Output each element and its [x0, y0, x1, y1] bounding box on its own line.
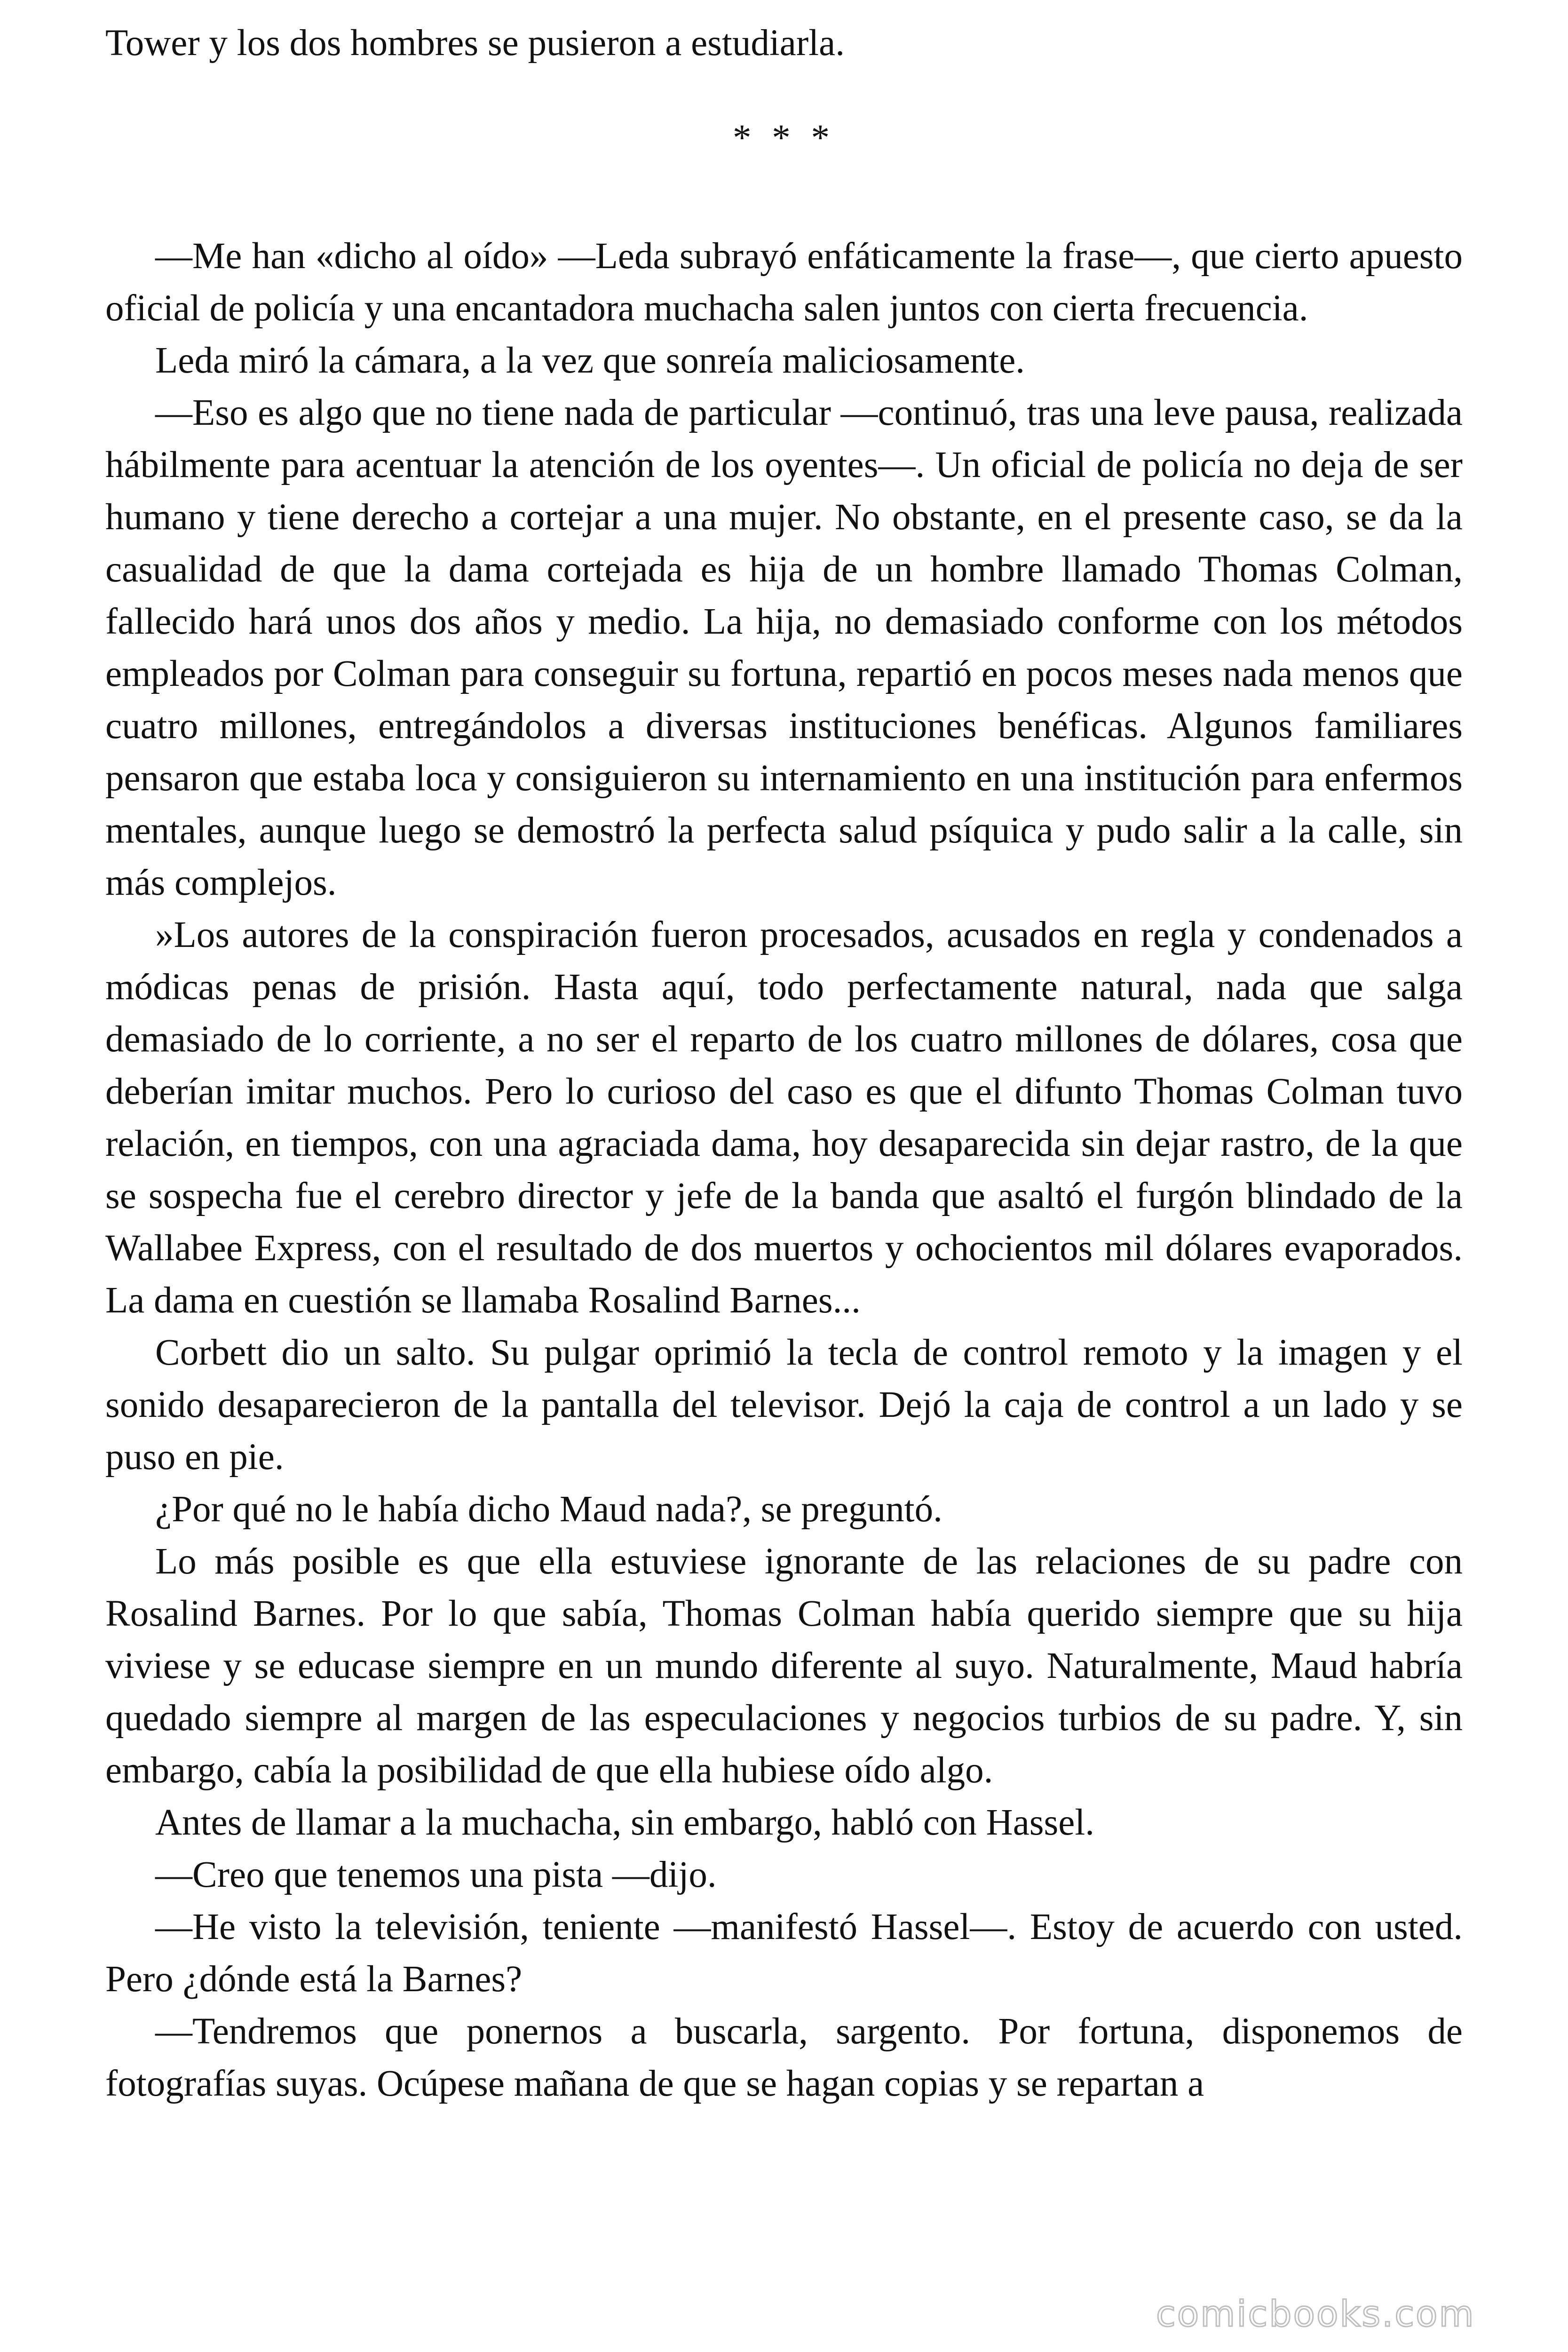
paragraph: ¿Por qué no le había dicho Maud nada?, se preguntó. — [155, 1489, 942, 1530]
paragraph: —He visto la televisión, teniente —manifestó Hassel—. Estoy de acuerdo con usted. Pero ¿dónde está la Barnes? — [105, 1907, 1463, 2000]
paragraph: —Me han «dicho al oído» —Leda subrayó enfáticamente la frase—, que cierto apuesto oficial de policía y una encantadora muchacha salen juntos con cierta frecuencia. — [105, 236, 1463, 329]
continuation-line: Tower y los dos hombres se pusieron a estudiarla. — [105, 23, 845, 64]
paragraph-list — [105, 230, 1463, 2110]
paragraph: Corbett dio un salto. Su pulgar oprimió la tecla de control remoto y la imagen y el sonido desaparecieron de la pantalla del televisor. Dejó la caja de control a un lado y se puso en pie. — [105, 1332, 1463, 1478]
paragraph: Lo más posible es que ella estuviese ignorante de las relaciones de su padre con Rosalind Barnes. Por lo que sabía, Thomas Colman había querido siempre que su hija viviese y se educase siempre en un mundo diferente al suyo. Naturalmente, Maud habría quedado siempre al margen de las especulaciones y negocios turbios de su padre. Y, sin embargo, cabía la posibilidad de que ella hubiese oído algo. — [105, 1541, 1463, 1791]
section-separator: * * * — [733, 118, 835, 159]
paragraph: »Los autores de la conspiración fueron procesados, acusados en regla y condenados a módicas penas de prisión. Hasta aquí, todo perfectamente natural, nada que salga demasiado de lo corriente, a no ser el reparto de los cuatro millones de dólares, cosa que deberían imitar muchos. Pero lo curioso del caso es que el difunto Thomas Colman tuvo relación, en tiempos, con una agraciada dama, hoy desaparecida sin dejar rastro, de la que se sospecha fue el cerebro director y jefe de la banda que asaltó el furgón blindado de la Wallabee Express, con el resultado de dos muertos y ochocientos mil dólares evaporados. La dama en cuestión se llamaba Rosalind Barnes... — [105, 914, 1463, 1321]
paragraph: —Tendremos que ponernos a buscarla, sargento. Por fortuna, disponemos de fotografías suyas. Ocúpese mañana de que se hagan copias y se repartan a — [105, 2011, 1463, 2104]
paragraph: Antes de llamar a la muchacha, sin embargo, habló con Hassel. — [155, 1802, 1095, 1843]
page-body — [105, 17, 1463, 2110]
paragraph: —Eso es algo que no tiene nada de particular —continuó, tras una leve pausa, realizada hábilmente para acentuar la atención de los oyentes—. Un oficial de policía no deja de ser humano y tiene derecho a cortejar a una mujer. No obstante, en el presente caso, se da la casualidad de que la dama cortejada es hija de un hombre llamado Thomas Colman, fallecido hará unos dos años y medio. La hija, no demasiado conforme con los métodos empleados por Colman para conseguir su fortuna, repartió en pocos meses nada menos que cuatro millones, entregándolos a diversas instituciones benéficas. Algunos familiares pensaron que estaba loca y consiguieron su internamiento en una institución para enfermos mentales, aunque luego se demostró la perfecta salud psíquica y pudo salir a la calle, sin más complejos. — [105, 392, 1463, 903]
paragraph: Leda miró la cámara, a la vez que sonreía maliciosamente. — [155, 340, 1025, 381]
watermark: comicbooks.com — [1156, 2293, 1475, 2335]
paragraph: —Creo que tenemos una pista —dijo. — [155, 1854, 717, 1895]
